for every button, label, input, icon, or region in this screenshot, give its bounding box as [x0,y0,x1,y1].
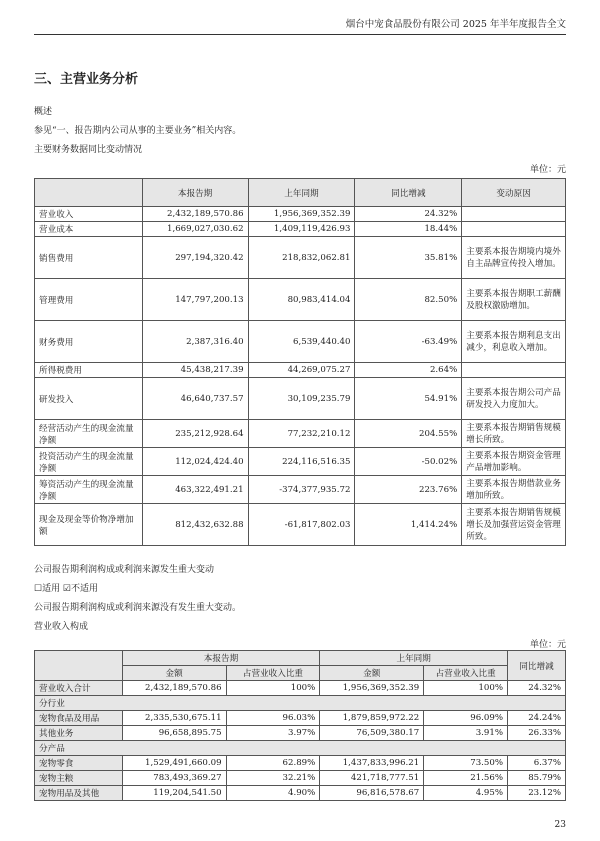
change-reason: 主要系本报告期借款业务增加所致。 [462,476,566,504]
unit-label: 单位：元 [529,165,566,175]
prior-value: 30,109,235.79 [248,378,355,420]
row-label: 其他业务 [35,726,123,741]
table-row [35,378,566,420]
table-row [35,207,566,222]
current-value: 1,669,027,030.62 [142,222,248,237]
subheader-ratio: 占营业收入比重 [226,666,320,681]
prior-ratio: 4.95% [424,786,508,801]
table2-caption: 营业收入构成 [34,622,89,632]
group-title: 分产品 [35,741,566,756]
table-row [35,771,566,786]
current-ratio: 100% [226,681,320,696]
change-reason: 主要系本报告期销售规模增长及加强营运资金管理所致。 [462,504,566,546]
row-label: 营业成本 [35,222,143,237]
prior-amount: 421,718,777.51 [320,771,424,786]
table-row [35,476,566,504]
yoy-change: -63.49% [355,321,462,363]
current-amount: 2,335,530,675.11 [122,711,226,726]
profit-change-title: 公司报告期利润构成或利润来源发生重大变动 [34,565,215,575]
row-label: 经营活动产生的现金流量净额 [35,420,143,448]
table-row [35,504,566,546]
prior-value: 1,409,119,426.93 [248,222,355,237]
row-label: 销售费用 [35,237,143,279]
table-row [35,321,566,363]
subheader-amount: 金额 [320,666,424,681]
table-row [35,420,566,448]
overview-label: 概述 [34,107,53,117]
prior-ratio: 96.09% [424,711,508,726]
column-header [35,179,143,207]
change-reason: 主要系本报告期境内境外自主品牌宣传投入增加。 [462,237,566,279]
yoy-change: -50.02% [355,448,462,476]
table-row [35,448,566,476]
row-label: 财务费用 [35,321,143,363]
prior-amount: 76,509,380.17 [320,726,424,741]
group-header-row [35,741,566,756]
row-label: 研发投入 [35,378,143,420]
current-amount: 783,493,369.27 [122,771,226,786]
overview-text: 参见“一、报告期内公司从事的主要业务”相关内容。 [34,126,242,136]
table-row [35,756,566,771]
column-header: 本报告期 [142,179,248,207]
blank-header-cell [35,651,123,681]
prior-value: 218,832,062.81 [248,237,355,279]
row-label: 所得税费用 [35,363,143,378]
page-header: 烟台中宠食品股份有限公司 2025 年半年度报告全文 [34,16,566,35]
column-header: 变动原因 [462,179,566,207]
applicability-checkboxes: ☐适用 ☑不适用 [34,584,98,594]
current-value: 2,432,189,570.86 [142,207,248,222]
group-header-row [35,696,566,711]
change-reason: 主要系本报告期职工薪酬及股权激励增加。 [462,279,566,321]
table-row [35,363,566,378]
page-number: 23 [554,820,566,830]
yoy-change: 85.79% [508,771,566,786]
current-value: 297,194,320.42 [142,237,248,279]
change-reason: 主要系本报告期销售规模增长所致。 [462,420,566,448]
prior-amount: 1,956,369,352.39 [320,681,424,696]
table-row [35,726,566,741]
current-ratio: 4.90% [226,786,320,801]
table-row [35,222,566,237]
row-label: 现金及现金等价物净增加额 [35,504,143,546]
current-amount: 1,529,491,660.09 [122,756,226,771]
header-prior-period: 上年同期 [320,651,508,666]
yoy-change: 18.44% [355,222,462,237]
row-label: 宠物主粮 [35,771,123,786]
yoy-change: 24.32% [355,207,462,222]
current-amount: 96,658,895.75 [122,726,226,741]
current-ratio: 96.03% [226,711,320,726]
row-label: 营业收入 [35,207,143,222]
yoy-change: 24.24% [508,711,566,726]
column-header: 同比增减 [355,179,462,207]
subheader-amount: 金额 [122,666,226,681]
yoy-change: 82.50% [355,279,462,321]
prior-value: -374,377,935.72 [248,476,355,504]
current-value: 147,797,200.13 [142,279,248,321]
change-reason [462,222,566,237]
prior-value: 80,983,414.04 [248,279,355,321]
yoy-change: 1,414.24% [355,504,462,546]
header-current-period: 本报告期 [122,651,320,666]
yoy-change: 223.76% [355,476,462,504]
current-value: 46,640,737.57 [142,378,248,420]
current-amount: 2,432,189,570.86 [122,681,226,696]
current-value: 2,387,316.40 [142,321,248,363]
yoy-change: 204.55% [355,420,462,448]
yoy-change: 23.12% [508,786,566,801]
table-row [35,237,566,279]
table-header-row [35,179,566,207]
current-ratio: 32.21% [226,771,320,786]
financial-change-table [34,178,566,546]
table-row [35,711,566,726]
change-reason: 主要系本报告期利息支出减少，利息收入增加。 [462,321,566,363]
prior-value: -61,817,802.03 [248,504,355,546]
change-reason [462,207,566,222]
change-reason [462,363,566,378]
subheader-ratio: 占营业收入比重 [424,666,508,681]
profit-change-text: 公司报告期利润构成或利润来源没有发生重大变动。 [34,603,242,613]
current-ratio: 3.97% [226,726,320,741]
current-value: 812,432,632.88 [142,504,248,546]
header-yoy-change: 同比增减 [508,651,566,681]
row-label: 投资活动产生的现金流量净额 [35,448,143,476]
row-label: 营业收入合计 [35,681,123,696]
current-value: 112,024,424.40 [142,448,248,476]
table-row [35,279,566,321]
yoy-change: 54.91% [355,378,462,420]
column-header: 上年同期 [248,179,355,207]
current-value: 463,322,491.21 [142,476,248,504]
row-label: 宠物用品及其他 [35,786,123,801]
prior-ratio: 100% [424,681,508,696]
yoy-change: 6.37% [508,756,566,771]
prior-amount: 1,879,859,972.22 [320,711,424,726]
yoy-change: 24.32% [508,681,566,696]
row-label: 宠物食品及用品 [35,711,123,726]
change-reason: 主要系本报告期公司产品研发投入力度加大。 [462,378,566,420]
prior-ratio: 3.91% [424,726,508,741]
group-title: 分行业 [35,696,566,711]
prior-amount: 1,437,833,996.21 [320,756,424,771]
yoy-change: 2.64% [355,363,462,378]
yoy-change: 26.33% [508,726,566,741]
prior-amount: 96,816,578.67 [320,786,424,801]
prior-value: 44,269,075.27 [248,363,355,378]
yoy-change: 35.81% [355,237,462,279]
row-label: 宠物零食 [35,756,123,771]
unit-label-2: 单位：元 [529,640,566,650]
table-row [35,786,566,801]
change-reason: 主要系本报告期资金管理产品增加影响。 [462,448,566,476]
current-value: 45,438,217.39 [142,363,248,378]
row-label: 筹资活动产生的现金流量净额 [35,476,143,504]
total-row [35,681,566,696]
current-ratio: 62.89% [226,756,320,771]
prior-ratio: 21.56% [424,771,508,786]
prior-value: 1,956,369,352.39 [248,207,355,222]
current-value: 235,212,928.64 [142,420,248,448]
table1-caption: 主要财务数据同比变动情况 [34,145,143,155]
row-label: 管理费用 [35,279,143,321]
revenue-composition-table [34,650,566,801]
prior-value: 77,232,210.12 [248,420,355,448]
prior-ratio: 73.50% [424,756,508,771]
current-amount: 119,204,541.50 [122,786,226,801]
prior-value: 224,116,516.35 [248,448,355,476]
section-title: 三、主营业务分析 [34,72,139,87]
prior-value: 6,539,440.40 [248,321,355,363]
